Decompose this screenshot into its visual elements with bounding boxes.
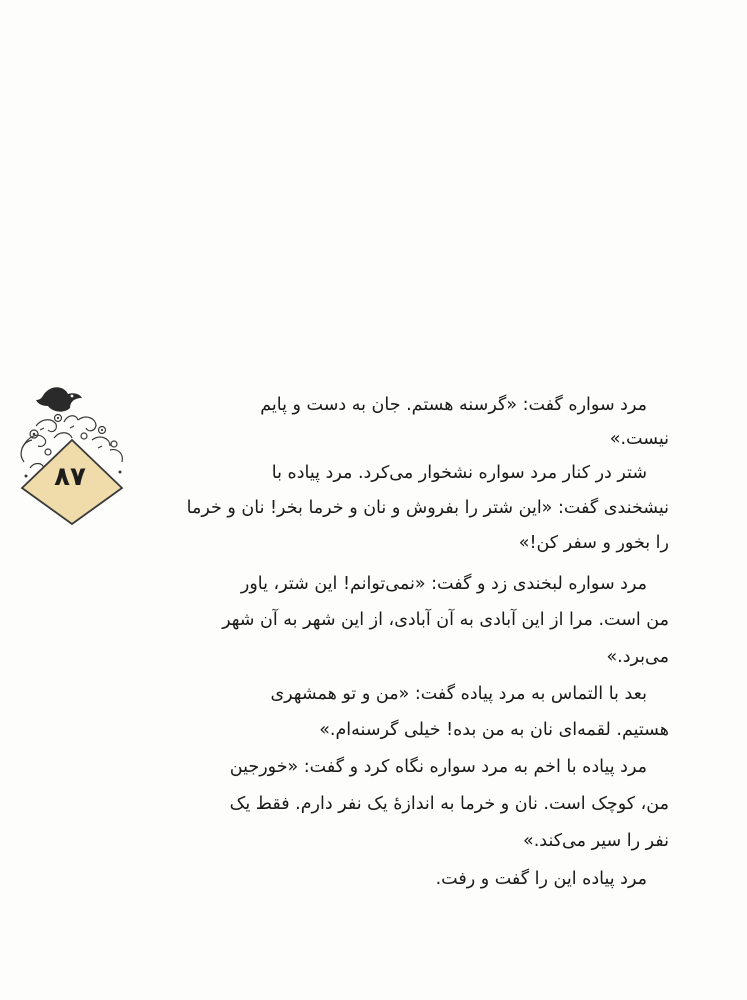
text-line: شتر در کنار مرد سواره نشخوار می‌کرد. مرد پیاده با: [271, 463, 647, 483]
text-line: مرد پیاده این را گفت و رفت.: [435, 869, 647, 889]
text-line: بعد با التماس به مرد پیاده گفت: «من و تو همشهری: [270, 684, 647, 704]
page-number: ۸۷: [54, 462, 86, 492]
page-number-ornament: [14, 378, 134, 526]
text-line: مرد پیاده با اخم به مرد سواره نگاه کرد و گفت: «خورجین: [229, 757, 647, 777]
text-line: نیست.»: [609, 429, 669, 449]
text-line: نفر را سیر می‌کند.»: [522, 831, 669, 851]
text-line: هستیم. لقمه‌ای نان به من بده! خیلی گرسنه‌ام.»: [319, 720, 669, 740]
text-line: مرد سواره گفت: «گرسنه هستم. جان به دست و پایم: [260, 395, 647, 415]
text-line: نیشخندی گفت: «این شتر را بفروش و نان و خرما بخر! نان و خرما: [186, 498, 669, 518]
text-line: می‌برد.»: [606, 647, 669, 667]
text-line: من، کوچک است. نان و خرما به اندازهٔ یک نفر دارم. فقط یک: [229, 794, 669, 814]
bird-icon: [36, 387, 82, 411]
text-line: مرد سواره لبخندی زد و گفت: «نمی‌توانم! این شتر، یاور: [240, 574, 647, 594]
text-line: را بخور و سفر کن!»: [518, 533, 669, 553]
floral-ornament-icon: [14, 378, 134, 526]
text-line: من است. مرا از این آبادی به آن آبادی، از این شهر به آن شهر: [222, 610, 669, 630]
